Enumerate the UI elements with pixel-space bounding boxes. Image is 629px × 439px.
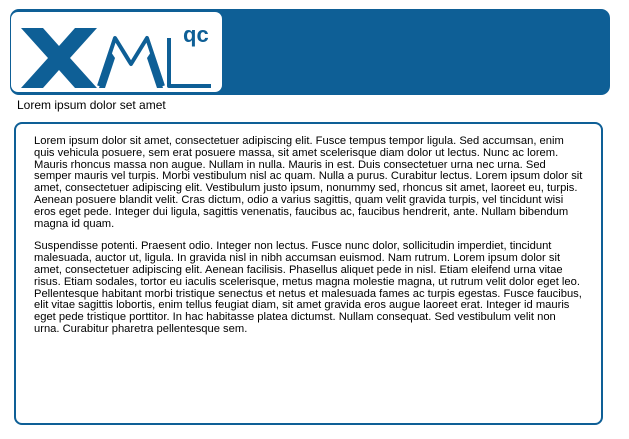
content-panel bbox=[14, 122, 603, 425]
logo-superscript: qc bbox=[183, 22, 209, 47]
logo[interactable] bbox=[11, 12, 222, 92]
body-paragraph-2: Suspendisse potenti. Praesent odio. Integer non lectus. Fusce nunc dolor, sollicitudin imperdiet, tincidunt malesuada, auctor ut, ligula. In gravida nisl in nibh accumsan euismod. Nam rutrum. Lorem ipsum dolor sit amet, consectetuer adipiscing elit. Aenean facilisis. Phasellus aliquet pede in nisl. Etiam eleifend urna vitae risus. Etiam sodales, tortor eu iaculis scelerisque, metus magna molestie magna, ut rutrum velit dolor eget leo. Pellentesque habitant morbi tristique senectus et netus et malesuada fames ac turpis egestas. Fusce faucibus, elit vitae sagittis lobortis, enim tellus feugiat diam, sit amet gravida eros augue laoreet erat. Integer id mauris eget pede tristique porttitor. In hac habitasse platea dictumst. Nullam consequat. Sed vestibulum velit non urna. Curabitur pharetra pellentesque sem. bbox=[34, 240, 582, 335]
tagline: Lorem ipsum dolor set amet bbox=[17, 98, 166, 112]
body-paragraph-1: Lorem ipsum dolor sit amet, consectetuer adipiscing elit. Fusce tempus tempor ligula. Sed accumsan, enim quis vehicula posuere, sem erat posuere massa, sit amet scelerisque diam dolor ut lectus. Nunc ac lorem. Mauris rhoncus massa non augue. Nullam in nulla. Mauris in est. Duis consectetuer urna nec urna. Sed semper mauris vel turpis. Morbi vestibulum nisl ac quam. Nulla a purus. Curabitur lectus. Lorem ipsum dolor sit amet, consectetuer adipiscing elit. Vestibulum justo ipsum, nonummy sed, rhoncus sit amet, laoreet eu, turpis. Aenean posuere blandit velit. Cras dictum, odio a varius sagittis, quam velit gravida turpis, vel tincidunt wisi eros eget pede. Integer dui ligula, sagittis venenatis, faucibus ac, faucibus hendrerit, ante. Nullam bibendum magna id quam. bbox=[34, 135, 583, 230]
xml-logo-icon bbox=[11, 12, 222, 92]
